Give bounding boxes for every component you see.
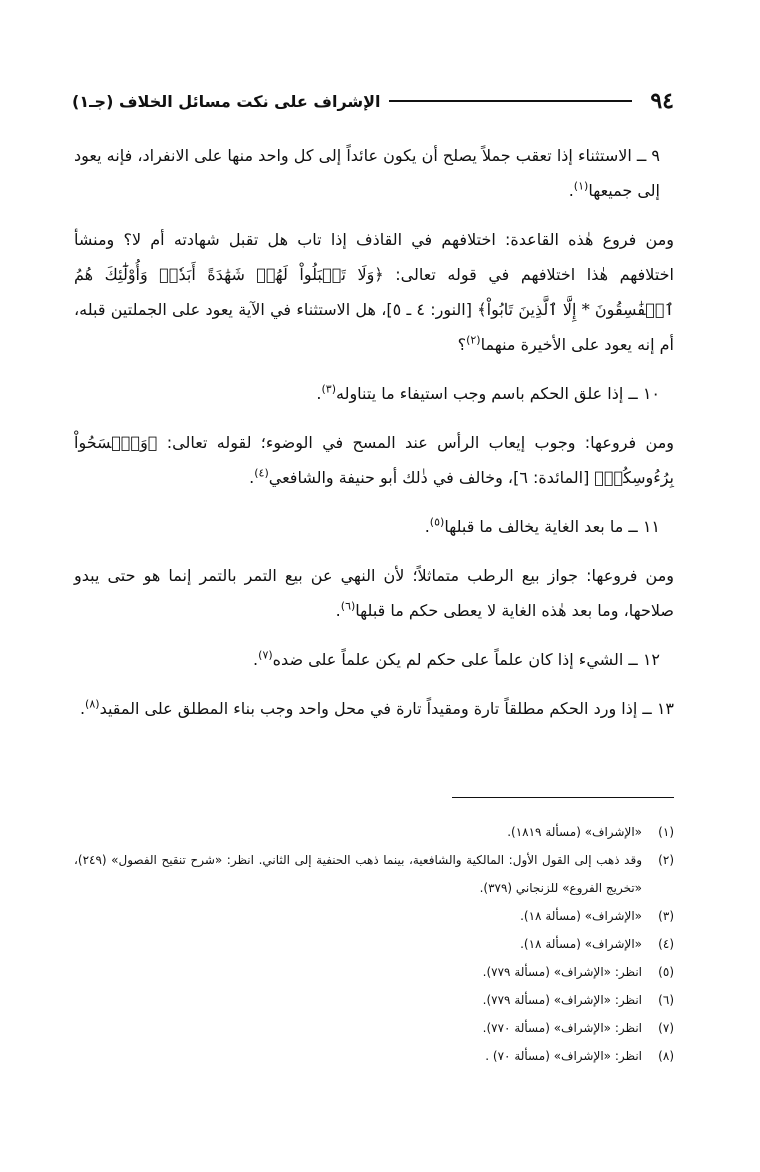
rule-text: ٩ ــ الاستثناء إذا تعقب جملاً يصلح أن يكون عائداً إلى كل واحد منها على الانفراد، فإنه يعود إلى جميعها: [74, 146, 660, 200]
footnote-text: انظر: «الإشراف» (مسألة ٧٧٠).: [482, 1021, 642, 1035]
footnote-number: (٨): [658, 1049, 674, 1063]
quran-verse: ﴿وَٱمۡسَحُواْ بِرُءُوسِكُمۡ﴾: [74, 433, 674, 487]
footnote-text: انظر: «الإشراف» (مسألة ٧٧٩).: [482, 993, 642, 1007]
punctuation: .: [335, 601, 341, 620]
footnote-marker: (٢): [466, 333, 481, 347]
rule-text: ١٢ ــ الشيء إذا كان علماً على حكم لم يكن علماً على ضده: [272, 650, 660, 669]
rule-text: ١١ ــ ما بعد الغاية يخالف ما قبلها: [444, 517, 660, 536]
rule-paragraph: [74, 509, 674, 544]
rule-paragraph: [74, 691, 674, 726]
footnote-item: [74, 818, 674, 846]
footnote-marker: (٨): [85, 697, 100, 711]
footnote-number: (٤): [658, 937, 674, 951]
footnote-marker: (٤): [254, 466, 269, 480]
footnote-text: «الإشراف» (مسألة ١٨١٩).: [507, 825, 642, 839]
branch-text-continued: [النور: ٤ ـ ٥]، هل الاستثناء في الآية يعود على الجملتين قبله، أم إنه يعود على الأخيرة منهما: [74, 300, 674, 354]
header-rule: [389, 100, 633, 102]
quran-verse: ﴿وَلَا تَقۡبَلُواْ لَهُمۡ شَهَٰدَةً أَبَدٗاۚ وَأُوْلَٰٓئِكَ هُمُ ٱلۡفَٰسِقُونَ * إِلَّا ٱلَّذِينَ تَابُواْ﴾: [74, 265, 674, 319]
footnote-item: [74, 902, 674, 930]
footnote-separator: [452, 797, 674, 798]
footnote-item: [74, 846, 674, 902]
branch-paragraph: [74, 558, 674, 628]
branch-text: ومن فروعها: وجوب إيعاب الرأس عند المسح في الوضوء؛ لقوله تعالى:: [157, 433, 674, 452]
footnote-item: [74, 986, 674, 1014]
branch-text: ومن فروعها: جواز بيع الرطب متماثلاً؛ لأن النهي عن بيع التمر بالتمر إنما هو حتى يبدو صلاحها، وما بعد هٰذه الغاية لا يعطى حكم ما قبلها: [74, 566, 674, 620]
footnote-text: وقد ذهب إلى القول الأول: المالكية والشافعية، بينما ذهب الحنفية إلى الثاني. انظر: «شرح تنقيح الفصول» (٢٤٩)، «تخريج الفروع» للزنجاني (٣٧٩).: [74, 853, 642, 895]
footnote-text: «الإشراف» (مسألة ١٨).: [520, 909, 642, 923]
punctuation: .: [249, 468, 255, 487]
running-title: الإشراف على نكت مسائل الخلاف (جـ١): [72, 91, 381, 111]
footnote-marker: (٥): [429, 515, 445, 529]
footnote-number: (٥): [658, 965, 674, 979]
footnote-item: [74, 1042, 674, 1070]
footnote-number: (٢): [658, 853, 674, 867]
rule-paragraph: [74, 642, 674, 677]
footnote-marker: (٦): [340, 599, 356, 613]
rule-paragraph: [74, 376, 674, 411]
punctuation: .: [568, 181, 574, 200]
footnote-number: (٣): [658, 909, 674, 923]
branch-text-continued: [المائدة: ٦]، وخالف في ذٰلك أبو حنيفة والشافعي: [268, 468, 595, 487]
footnote-item: [74, 958, 674, 986]
punctuation: .: [316, 384, 322, 403]
rule-text: ١٣ ــ إذا ورد الحكم مطلقاً تارة ومقيداً تارة في محل واحد وجب بناء المطلق على المقيد: [99, 699, 674, 718]
branch-paragraph: [74, 222, 674, 362]
punctuation: ؟: [457, 335, 467, 354]
footnote-marker: (١): [573, 179, 589, 193]
footnote-text: انظر: «الإشراف» (مسألة ٧٧٩).: [482, 965, 642, 979]
punctuation: .: [253, 650, 259, 669]
punctuation: .: [424, 517, 430, 536]
footnote-text: «الإشراف» (مسألة ١٨).: [520, 937, 642, 951]
rule-paragraph: [74, 138, 674, 208]
branch-paragraph: [74, 425, 674, 495]
rule-text: ١٠ ــ إذا علق الحكم باسم وجب استيفاء ما يتناوله: [336, 384, 660, 403]
branch-text: ومن فروع هٰذه القاعدة: اختلافهم في القاذف إذا تاب هل تقبل شهادته أم لا؟ ومنشأ اختلافهم هٰذا اختلافهم في قوله تعالى:: [74, 230, 675, 284]
main-text: [74, 138, 674, 740]
page-number: ٩٤: [650, 88, 674, 114]
punctuation: .: [79, 699, 86, 718]
footnote-text: انظر: «الإشراف» (مسألة ٧٠) .: [485, 1049, 642, 1063]
page-header: [72, 86, 674, 116]
footnote-number: (٧): [658, 1021, 674, 1035]
footnote-item: [74, 1014, 674, 1042]
footnote-marker: (٣): [321, 382, 336, 396]
footnotes: [74, 818, 674, 1070]
footnote-number: (٦): [658, 993, 674, 1007]
footnote-marker: (٧): [258, 648, 273, 662]
footnote-number: (١): [658, 825, 674, 839]
footnote-item: [74, 930, 674, 958]
